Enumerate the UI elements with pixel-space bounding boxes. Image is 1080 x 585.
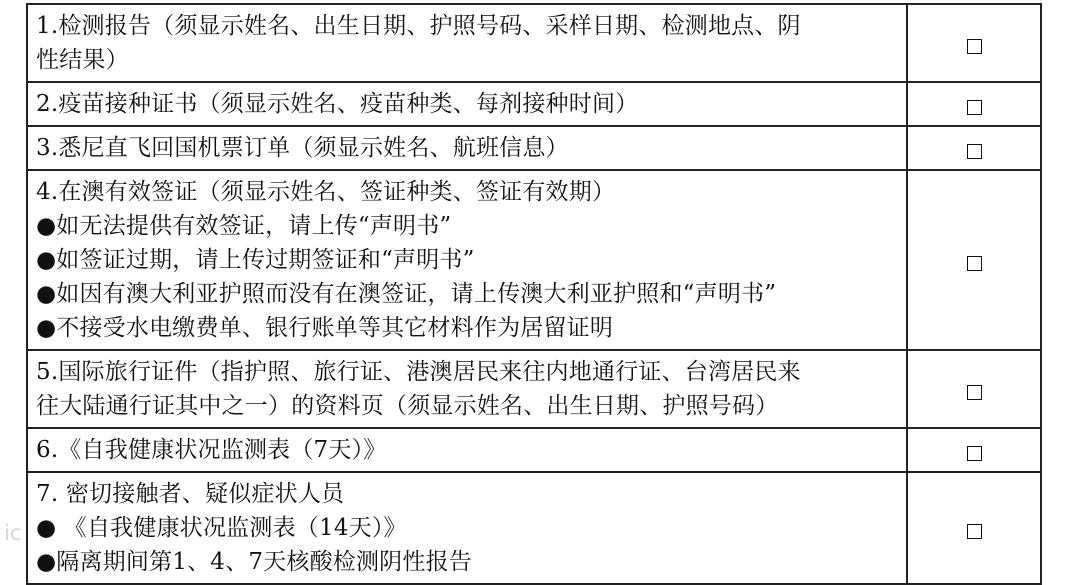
row-5-checkbox-cell	[907, 350, 1041, 428]
checklist-row-7	[27, 472, 1041, 584]
row-4-line-1: 4.在澳有效签证（须显示姓名、签证种类、签证有效期）	[36, 179, 616, 205]
row-2-line-1: 2.疫苗接种证书（须显示姓名、疫苗种类、每剂接种时间）	[36, 91, 639, 117]
row-3-text	[27, 126, 907, 170]
row-2-checkbox-cell	[907, 82, 1041, 126]
row-3-checkbox-cell	[907, 126, 1041, 170]
row-1-checkbox-cell	[907, 4, 1041, 82]
row-4-line-5: ●不接受水电缴费单、银行账单等其它材料作为居留证明	[36, 315, 614, 341]
checklist-row-4	[27, 170, 1041, 350]
row-6-text	[27, 428, 907, 472]
row-6-checkbox[interactable]	[967, 446, 982, 461]
row-5-checkbox[interactable]	[967, 385, 982, 400]
row-7-line-3: ●隔离期间第1、4、7天核酸检测阴性报告	[36, 549, 472, 575]
row-4-line-2: ●如无法提供有效签证，请上传“声明书”	[36, 213, 452, 239]
row-7-checkbox[interactable]	[967, 524, 982, 539]
watermark-logo: ic	[4, 521, 22, 545]
row-3-line-1: 3.悉尼直飞回国机票订单（须显示姓名、航班信息）	[36, 135, 569, 161]
row-1-line-1: 1.检测报告（须显示姓名、出生日期、护照号码、采样日期、检测地点、阴	[36, 13, 801, 39]
row-7-checkbox-cell	[907, 472, 1041, 584]
row-6-line-1: 6.《自我健康状况监测表（7天）》	[36, 437, 387, 463]
row-4-line-3: ●如签证过期，请上传过期签证和“声明书”	[36, 247, 475, 273]
checklist-row-6	[27, 428, 1041, 472]
row-1-checkbox[interactable]	[967, 39, 982, 54]
row-4-checkbox-cell	[907, 170, 1041, 350]
row-6-checkbox-cell	[907, 428, 1041, 472]
checklist-row-1	[27, 4, 1041, 82]
row-2-text	[27, 82, 907, 126]
row-7-text	[27, 472, 907, 584]
row-4-text	[27, 170, 907, 350]
row-3-checkbox[interactable]	[967, 144, 982, 159]
checklist-row-5	[27, 350, 1041, 428]
row-5-text	[27, 350, 907, 428]
row-7-line-2: ● 《自我健康状况监测表（14天）》	[36, 515, 407, 541]
row-4-line-4: ●如因有澳大利亚护照而没有在澳签证，请上传澳大利亚护照和“声明书”	[36, 281, 777, 307]
checklist-row-2	[27, 82, 1041, 126]
row-1-text	[27, 4, 907, 82]
row-5-line-2: 往大陆通行证其中之一）的资料页（须显示姓名、出生日期、护照号码）	[36, 393, 779, 419]
row-4-checkbox[interactable]	[967, 256, 982, 271]
document-checklist-table	[26, 3, 1042, 585]
checklist-row-3	[27, 126, 1041, 170]
row-7-line-1: 7. 密切接触者、疑似症状人员	[36, 481, 345, 507]
row-2-checkbox[interactable]	[967, 100, 982, 115]
row-5-line-1: 5.国际旅行证件（指护照、旅行证、港澳居民来往内地通行证、台湾居民来	[36, 359, 801, 385]
row-1-line-2: 性结果）	[36, 47, 129, 73]
